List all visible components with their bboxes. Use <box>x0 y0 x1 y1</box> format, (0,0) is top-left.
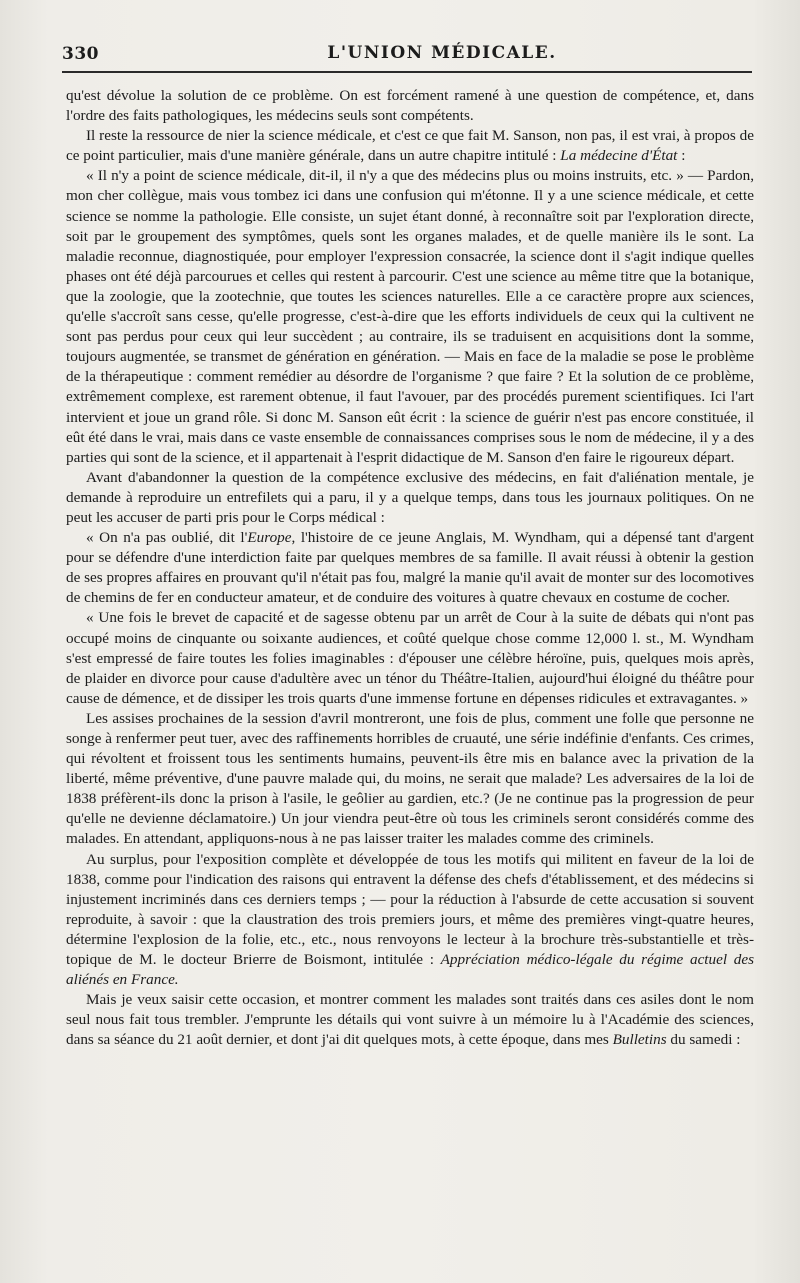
text-run: Avant d'abandonner la question de la compétence exclusive des médecins, en fait d'aliénation mentale, je demande à reproduire un entrefilets qui a paru, il y a quelque temps, dans tous les journaux politiques. On ne peut les accuser de parti pris pour le Corps médical : <box>66 468 754 526</box>
page-number: 330 <box>62 44 99 64</box>
text-run: , l'histoire de ce jeune Anglais, M. Wyndham, qui a dépensé tant d'argent pour se défendre d'une interdiction faite par quelques membres de sa famille. Il avait réussi à obtenir la gestion de ses propres affaires en prouvant qu'il n'était pas fou, malgré la manie qu'il avait de monter sur des locomotives de chemins de fer en conducteur amateur, et de conduire des voitures à quatre chevaux en costume de cocher. <box>66 529 754 607</box>
paragraph <box>66 468 754 528</box>
paragraph <box>66 709 754 850</box>
text-run: « Une fois le brevet de capacité et de sagesse obtenu par un arrêt de Cour à la suite de débats qui n'ont pas occupé moins de cinquante ou soixante audiences, et coûté quelque chose comme 12,000 l. st., M. Wyndham s'est empressé de faire toutes les folies imaginables : d'épouser une célèbre héroïne, puis, quelques mois après, de plaider en divorce pour cause d'adultère avec un ténor du Théâtre-Italien, aujourd'hui éloigné du théâtre pour cause de démence, et de dissiper les trois quarts d'une immense fortune en dépenses ridicules et extravagantes. » <box>66 609 754 707</box>
text-run: Il reste la ressource de nier la science médicale, et c'est ce que fait M. Sanson, non pas, il est vrai, à propos de ce point particulier, mais d'une manière générale, dans un autre chapitre intitulé : <box>66 127 754 165</box>
page-header <box>62 40 752 70</box>
body-text <box>66 86 754 1236</box>
paragraph <box>66 126 754 166</box>
paragraph <box>66 528 754 608</box>
italic-text: Europe <box>247 529 292 547</box>
text-run: Mais je veux saisir cette occasion, et montrer comment les malades sont traités dans ces asiles dont le nom seul nous fait tous trembler. J'emprunte les détails qui vont suivre à un mémoire lu à l'Académie des sciences, dans sa séance du 21 août dernier, et dont j'ai dit quelques mots, à cette époque, dans mes <box>66 991 754 1049</box>
italic-text: La médecine d'État <box>560 147 678 165</box>
text-run: : <box>677 147 686 165</box>
italic-text: Appréciation médico-légale du régime actuel des aliénés en France. <box>66 951 754 989</box>
text-run: « On n'a pas oublié, dit l' <box>86 529 248 547</box>
paragraph <box>66 86 754 126</box>
paragraph <box>66 608 754 708</box>
text-run: du samedi : <box>666 1031 741 1049</box>
running-title: L'UNION MÉDICALE. <box>327 43 557 63</box>
header-rule <box>62 71 752 73</box>
paragraph <box>66 990 754 1050</box>
paragraph <box>66 166 754 467</box>
text-run: Au surplus, pour l'exposition complète et développée de tous les motifs qui militent en faveur de la loi de 1838, comme pour l'indication des raisons qui entravent la défense des chefs d'établissement, et des médecins si injustement incriminés dans ces derniers temps ; — pour la réduction à l'absurde de cette accusation si souvent reproduite, à savoir : que la claustration des trois premiers jours, et même des premières vingt-quatre heures, détermine l'explosion de la folie, etc., etc., nous renvoyons le lecteur à la brochure très-substantielle et très-topique de M. le docteur Brierre de Boismont, intitulée : <box>66 850 754 969</box>
text-run: qu'est dévolue la solution de ce problème. On est forcément ramené à une question de compétence, et, dans l'ordre des faits pathologiques, les médecins seuls sont compétents. <box>66 87 754 125</box>
italic-text: Bulletins <box>612 1031 667 1049</box>
text-run: Les assises prochaines de la session d'avril montreront, une fois de plus, comment une folle que personne ne songe à renfermer peut tuer, avec des raffinements horribles de cruauté, une série indéfinie d'enfants. Ces crimes, qui révoltent et froissent tous les sentiments humains, peuvent-ils être mis en balance avec la privation de la liberté, même préventive, d'une pauvre malade qui, du moins, ne serait que malade? Les adversaires de la loi de 1838 préfèrent-ils donc la prison à l'asile, le geôlier au gardien, etc.? (Je ne continue pas la progression de peur qu'elle ne devienne déclamatoire.) Un jour viendra peut-être où tous les criminels seront considérés comme des malades. En attendant, appliquons-nous à ne pas laisser traiter les malades comme des criminels. <box>66 709 754 848</box>
text-run: « Il n'y a point de science médicale, dit-il, il n'y a que des médecins plus ou moins instruits, etc. » — Pardon, mon cher collègue, mais vous tombez ici dans une confusion qui m'étonne. Il y a une science médicale, et cette science se nomme la pathologie. Elle consiste, un sujet étant donné, à reconnaître soit par l'exploration directe, soit par le groupement des symptômes, quels sont les organes malades, et de quelle manière ils le sont. La maladie reconnue, diagnostiquée, pour employer l'expression consacrée, la science dont il s'agit indique quelles phases ont été déjà parcourues et celles qui restent à parcourir. C'est une science au même titre que la botanique, que la zoologie, que la zootechnie, que toutes les sciences naturelles. Elle a ce caractère propre aux sciences, qu'elle s'accroît sans cesse, qu'elle progresse, c'est-à-dire que les efforts individuels de ceux qui la cultivent ne sont pas perdus pour ceux qui leur succèdent ; au contraire, ils se traduisent en acquisitions dont la somme, toujours augmentée, se transmet de génération en génération. — Mais en face de la maladie se pose le problème de la thérapeutique : comment remédier au désordre de l'organisme ? que faire ? Et la solution de ce problème, extrêmement complexe, est rarement obtenue, il faut l'avouer, par des procédés purement scientifiques. Ici l'art intervient et joue un grand rôle. Si donc M. Sanson eût écrit : la science de guérir n'est pas encore constituée, il eût été dans le vrai, mais dans ce vaste ensemble de connaissances comprises sous le nom de médecine, il y a des parties qui sont de la science, et il appartenait à l'esprit didactique de M. Sanson d'en faire le rigoureux départ. <box>66 167 754 466</box>
paragraph <box>66 850 754 991</box>
